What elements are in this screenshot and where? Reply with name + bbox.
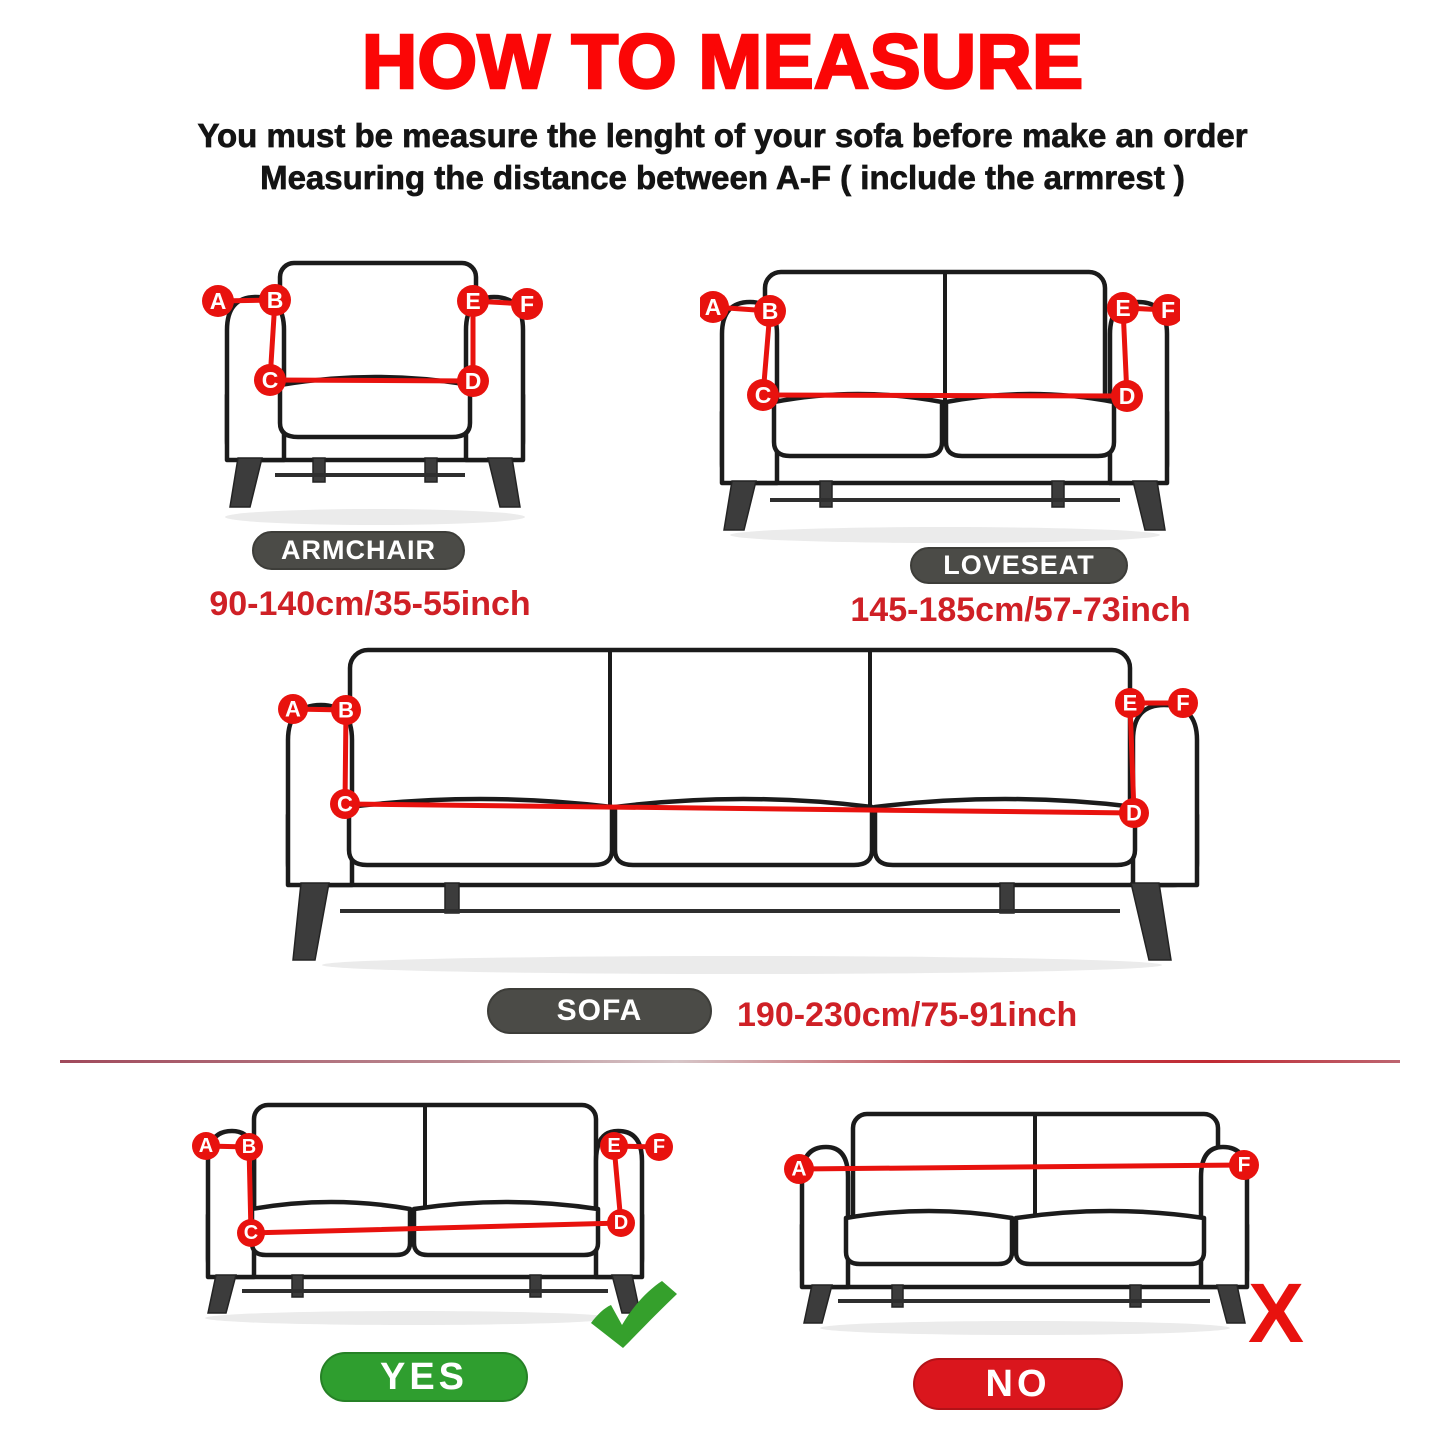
- measure-point-e: [457, 285, 489, 317]
- loveseat-diagram: [700, 252, 1180, 547]
- svg-text:A: A: [209, 288, 227, 314]
- sofa-leg: [445, 883, 459, 913]
- leg: [292, 1275, 303, 1297]
- measure-point-f: [1168, 688, 1198, 718]
- svg-text:E: E: [1122, 690, 1138, 716]
- svg-text:C: C: [261, 367, 279, 393]
- loveseat-leg: [724, 481, 756, 530]
- measure-point-a: [784, 1154, 814, 1184]
- measure-point-d: [607, 1209, 635, 1237]
- loveseat-seat-cushion: [774, 394, 942, 456]
- yes-badge: YES: [320, 1352, 528, 1402]
- loveseat-leg: [1133, 481, 1165, 530]
- svg-text:F: F: [1160, 297, 1176, 323]
- no-badge: NO: [913, 1358, 1123, 1410]
- armchair-range: 90-140cm/35-55inch: [209, 585, 531, 623]
- sofa-right-arm: [1133, 705, 1197, 885]
- sofa-leg: [1131, 883, 1171, 960]
- svg-text:F: F: [1176, 690, 1190, 716]
- seat-cushion: [1016, 1211, 1204, 1264]
- armchair-label-pill: ARMCHAIR: [252, 531, 465, 570]
- leg: [208, 1275, 236, 1313]
- sofa-shadow: [820, 1321, 1230, 1335]
- loveseat-shadow: [730, 527, 1160, 543]
- leg: [804, 1285, 832, 1323]
- page-title: HOW TO MEASURE: [361, 19, 1084, 105]
- armchair-diagram: [180, 245, 570, 530]
- incorrect-example-diagram: [780, 1085, 1310, 1355]
- subtitle-line-2: Measuring the distance between A-F ( include the armrest ): [260, 159, 1185, 196]
- svg-text:A: A: [198, 1135, 214, 1157]
- measure-point-e: [1115, 688, 1145, 718]
- svg-text:D: D: [464, 368, 482, 394]
- loveseat-seat-cushion: [946, 394, 1114, 456]
- svg-text:A: A: [791, 1157, 807, 1181]
- measure-point-f: [1229, 1150, 1259, 1180]
- svg-text:D: D: [1118, 383, 1136, 409]
- measure-point-a: [202, 285, 234, 317]
- svg-text:B: B: [241, 1136, 257, 1158]
- leg: [892, 1285, 903, 1307]
- leg: [1130, 1285, 1141, 1307]
- svg-text:A: A: [285, 696, 301, 722]
- measure-point-c: [254, 364, 286, 396]
- svg-text:C: C: [337, 791, 353, 817]
- svg-text:C: C: [754, 382, 772, 408]
- leg: [1217, 1285, 1245, 1323]
- svg-text:D: D: [1126, 800, 1142, 826]
- svg-text:E: E: [607, 1135, 621, 1157]
- loveseat-label-pill: LOVESEAT: [910, 547, 1128, 584]
- svg-text:C: C: [243, 1222, 259, 1244]
- loveseat-range: 145-185cm/57-73inch: [850, 591, 1191, 629]
- measure-point-d: [1119, 798, 1149, 828]
- subtitle-line-1: You must be measure the lenght of your sofa before make an order: [197, 117, 1248, 154]
- measure-point-c: [237, 1219, 265, 1247]
- armchair-leg: [313, 458, 325, 482]
- measure-point-c: [330, 789, 360, 819]
- svg-text:F: F: [652, 1136, 666, 1158]
- armchair-shadow: [225, 509, 525, 525]
- svg-text:A: A: [704, 294, 722, 320]
- armchair-seat-cushion: [280, 377, 470, 437]
- loveseat-leg: [1052, 481, 1064, 507]
- armchair-leg: [425, 458, 437, 482]
- measure-point-b: [754, 295, 786, 327]
- loveseat-leg: [820, 481, 832, 507]
- measure-point-f: [511, 288, 543, 320]
- measure-point-f: [645, 1133, 673, 1161]
- svg-text:F: F: [1237, 1153, 1251, 1177]
- svg-text:B: B: [266, 287, 284, 313]
- sofa-range: 190-230cm/75-91inch: [737, 996, 1078, 1034]
- correct-example-diagram: [170, 1085, 690, 1355]
- svg-text:E: E: [1115, 295, 1131, 321]
- svg-text:E: E: [465, 288, 481, 314]
- armchair-leg: [488, 458, 520, 507]
- sofa-leg: [293, 883, 329, 960]
- sofa-label-pill: SOFA: [487, 988, 712, 1034]
- measure-point-b: [259, 284, 291, 316]
- svg-text:B: B: [761, 298, 779, 324]
- svg-text:D: D: [613, 1212, 629, 1234]
- measure-point-d: [457, 365, 489, 397]
- sofa-leg: [1000, 883, 1014, 913]
- measure-point-b: [331, 695, 361, 725]
- measure-point-e: [600, 1132, 628, 1160]
- x-mark-icon: X: [1247, 1266, 1305, 1355]
- section-divider: [60, 1060, 1400, 1063]
- svg-text:B: B: [338, 697, 354, 723]
- sofa-diagram: [255, 645, 1205, 975]
- armchair-leg: [230, 458, 262, 507]
- measure-point-a: [192, 1132, 220, 1160]
- seat-cushion: [846, 1211, 1012, 1264]
- measure-point-d: [1111, 380, 1143, 412]
- leg: [530, 1275, 541, 1297]
- sofa-shadow: [205, 1311, 615, 1325]
- measure-point-c: [747, 379, 779, 411]
- measure-point-b: [235, 1133, 263, 1161]
- measure-point-a: [278, 694, 308, 724]
- svg-text:F: F: [519, 291, 535, 317]
- measure-point-e: [1107, 292, 1139, 324]
- sofa-shadow: [322, 956, 1162, 974]
